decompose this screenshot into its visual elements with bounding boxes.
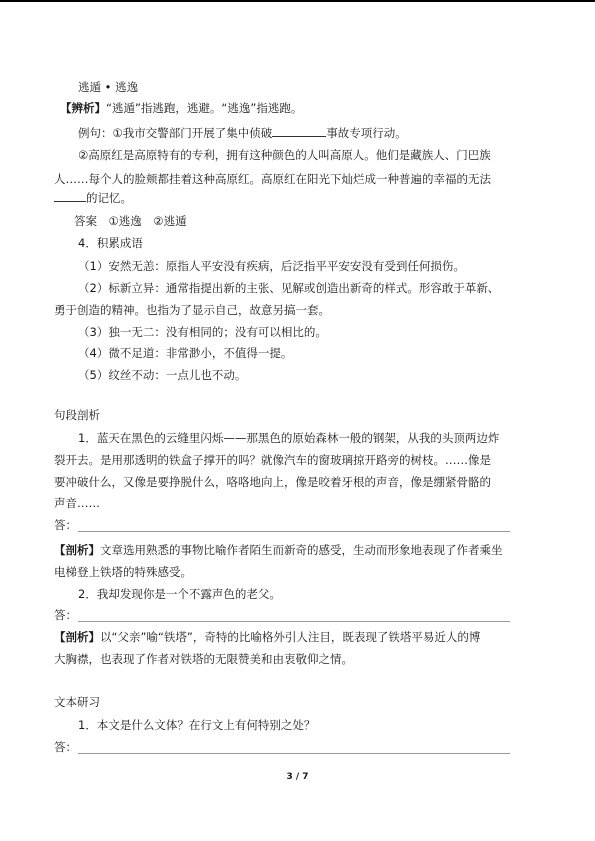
analysis-tag: 【辨析】 <box>60 101 106 115</box>
idiom-item: （5）纹丝不动：一点儿也不动。 <box>78 368 247 382</box>
vocab-example-2-line-3 <box>54 190 132 205</box>
idiom-item: （2）标新立异：通常指提出新的主张、见解或创造出新奇的样式。形容敢于革新、 <box>78 281 500 295</box>
example-1-text: 例句：①我市交警部门开展了集中侦破 <box>78 126 273 140</box>
question-1-line: 要冲破什么，又像是要挣脱什么，咯咯地向上，像是咬着牙根的声音，像是绷紧骨骼的 <box>54 475 491 489</box>
idiom-item: （1）安然无恙：原指人平安没有疾病，后泛指平平安安没有受到任何损伤。 <box>78 259 465 273</box>
analysis-2-text: 以“父亲”喻“铁塔”，奇特的比喻格外引人注目，既表现了铁塔平易近人的博 <box>100 630 481 644</box>
analysis-1-line-1 <box>54 543 503 557</box>
idioms-heading: 4．积累成语 <box>78 236 143 250</box>
idiom-item: （3）独一无二：没有相同的；没有可以相比的。 <box>78 325 327 339</box>
analysis-text: “逃遁”指逃跑，逃避。“逃逸”指逃跑。 <box>106 101 303 115</box>
vocab-example-1 <box>78 125 407 140</box>
sentence-analysis-heading: 句段剖析 <box>54 408 100 422</box>
answer-label: 答： <box>54 518 77 532</box>
answer-line[interactable] <box>78 621 510 622</box>
fill-blank <box>54 190 86 202</box>
text-study-question-1: 1．本文是什么文体？在行文上有何特别之处？ <box>78 718 316 732</box>
answer-line[interactable] <box>78 531 510 532</box>
example-1-text-after: 事故专项行动。 <box>326 126 407 140</box>
question-1-line: 1．蓝天在黑色的云缝里闪烁——那黑色的原始森林一般的钢架，从我的头顶两边炸 <box>78 431 500 445</box>
vocab-analysis <box>60 101 302 115</box>
vocab-example-2-line-1: ②高原红是高原特有的专利，拥有这种颜色的人叫高原人。他们是藏族人、门巴族 <box>78 148 491 162</box>
analysis-2-line-1 <box>54 630 480 644</box>
fill-blank <box>272 125 326 137</box>
analysis-tag: 【剖析】 <box>54 543 100 557</box>
idiom-item-continued: 勇于创造的精神。也指为了显示自己，故意另搞一套。 <box>54 303 330 317</box>
vocab-answer: 答案 ①逃逸 ②逃遁 <box>74 214 187 228</box>
idiom-item: （4）微不足道：非常渺小，不值得一提。 <box>78 346 293 360</box>
vocab-heading: 逃遁 • 逃逸 <box>78 80 139 94</box>
analysis-tag: 【剖析】 <box>54 630 100 644</box>
top-border <box>0 0 595 2</box>
question-1-line: 裂开去。是用那透明的铁盒子撑开的吗？就像汽车的窗玻璃掠开路旁的树枝。……像是 <box>54 453 491 467</box>
answer-label: 答： <box>54 608 77 622</box>
question-1-line: 声音…… <box>54 496 100 510</box>
text-study-heading: 文本研习 <box>54 695 100 709</box>
answer-label: 答： <box>54 740 77 754</box>
answer-row-1[interactable] <box>54 518 510 532</box>
answer-line[interactable] <box>78 753 510 754</box>
analysis-1-text: 文章选用熟悉的事物比喻作者陌生而新奇的感受，生动而形象地表现了作者乘坐 <box>100 543 503 557</box>
analysis-2-line-2: 大胸襟，也表现了作者对铁塔的无限赞美和由衷敬仰之情。 <box>54 652 353 666</box>
vocab-example-2-line-2: 人……每个人的脸颊都挂着这种高原红。高原红在阳光下灿烂成一种普遍的幸福的无法 <box>54 172 491 186</box>
example-2-text-after: 的记忆。 <box>86 191 132 205</box>
answer-row-3[interactable] <box>54 740 510 754</box>
question-2: 2．我却发现你是一个不露声色的老父。 <box>78 587 281 601</box>
analysis-1-line-2: 电梯登上铁塔的特殊感受。 <box>54 565 192 579</box>
page-number: 3 / 7 <box>286 772 309 782</box>
answer-row-2[interactable] <box>54 608 510 622</box>
